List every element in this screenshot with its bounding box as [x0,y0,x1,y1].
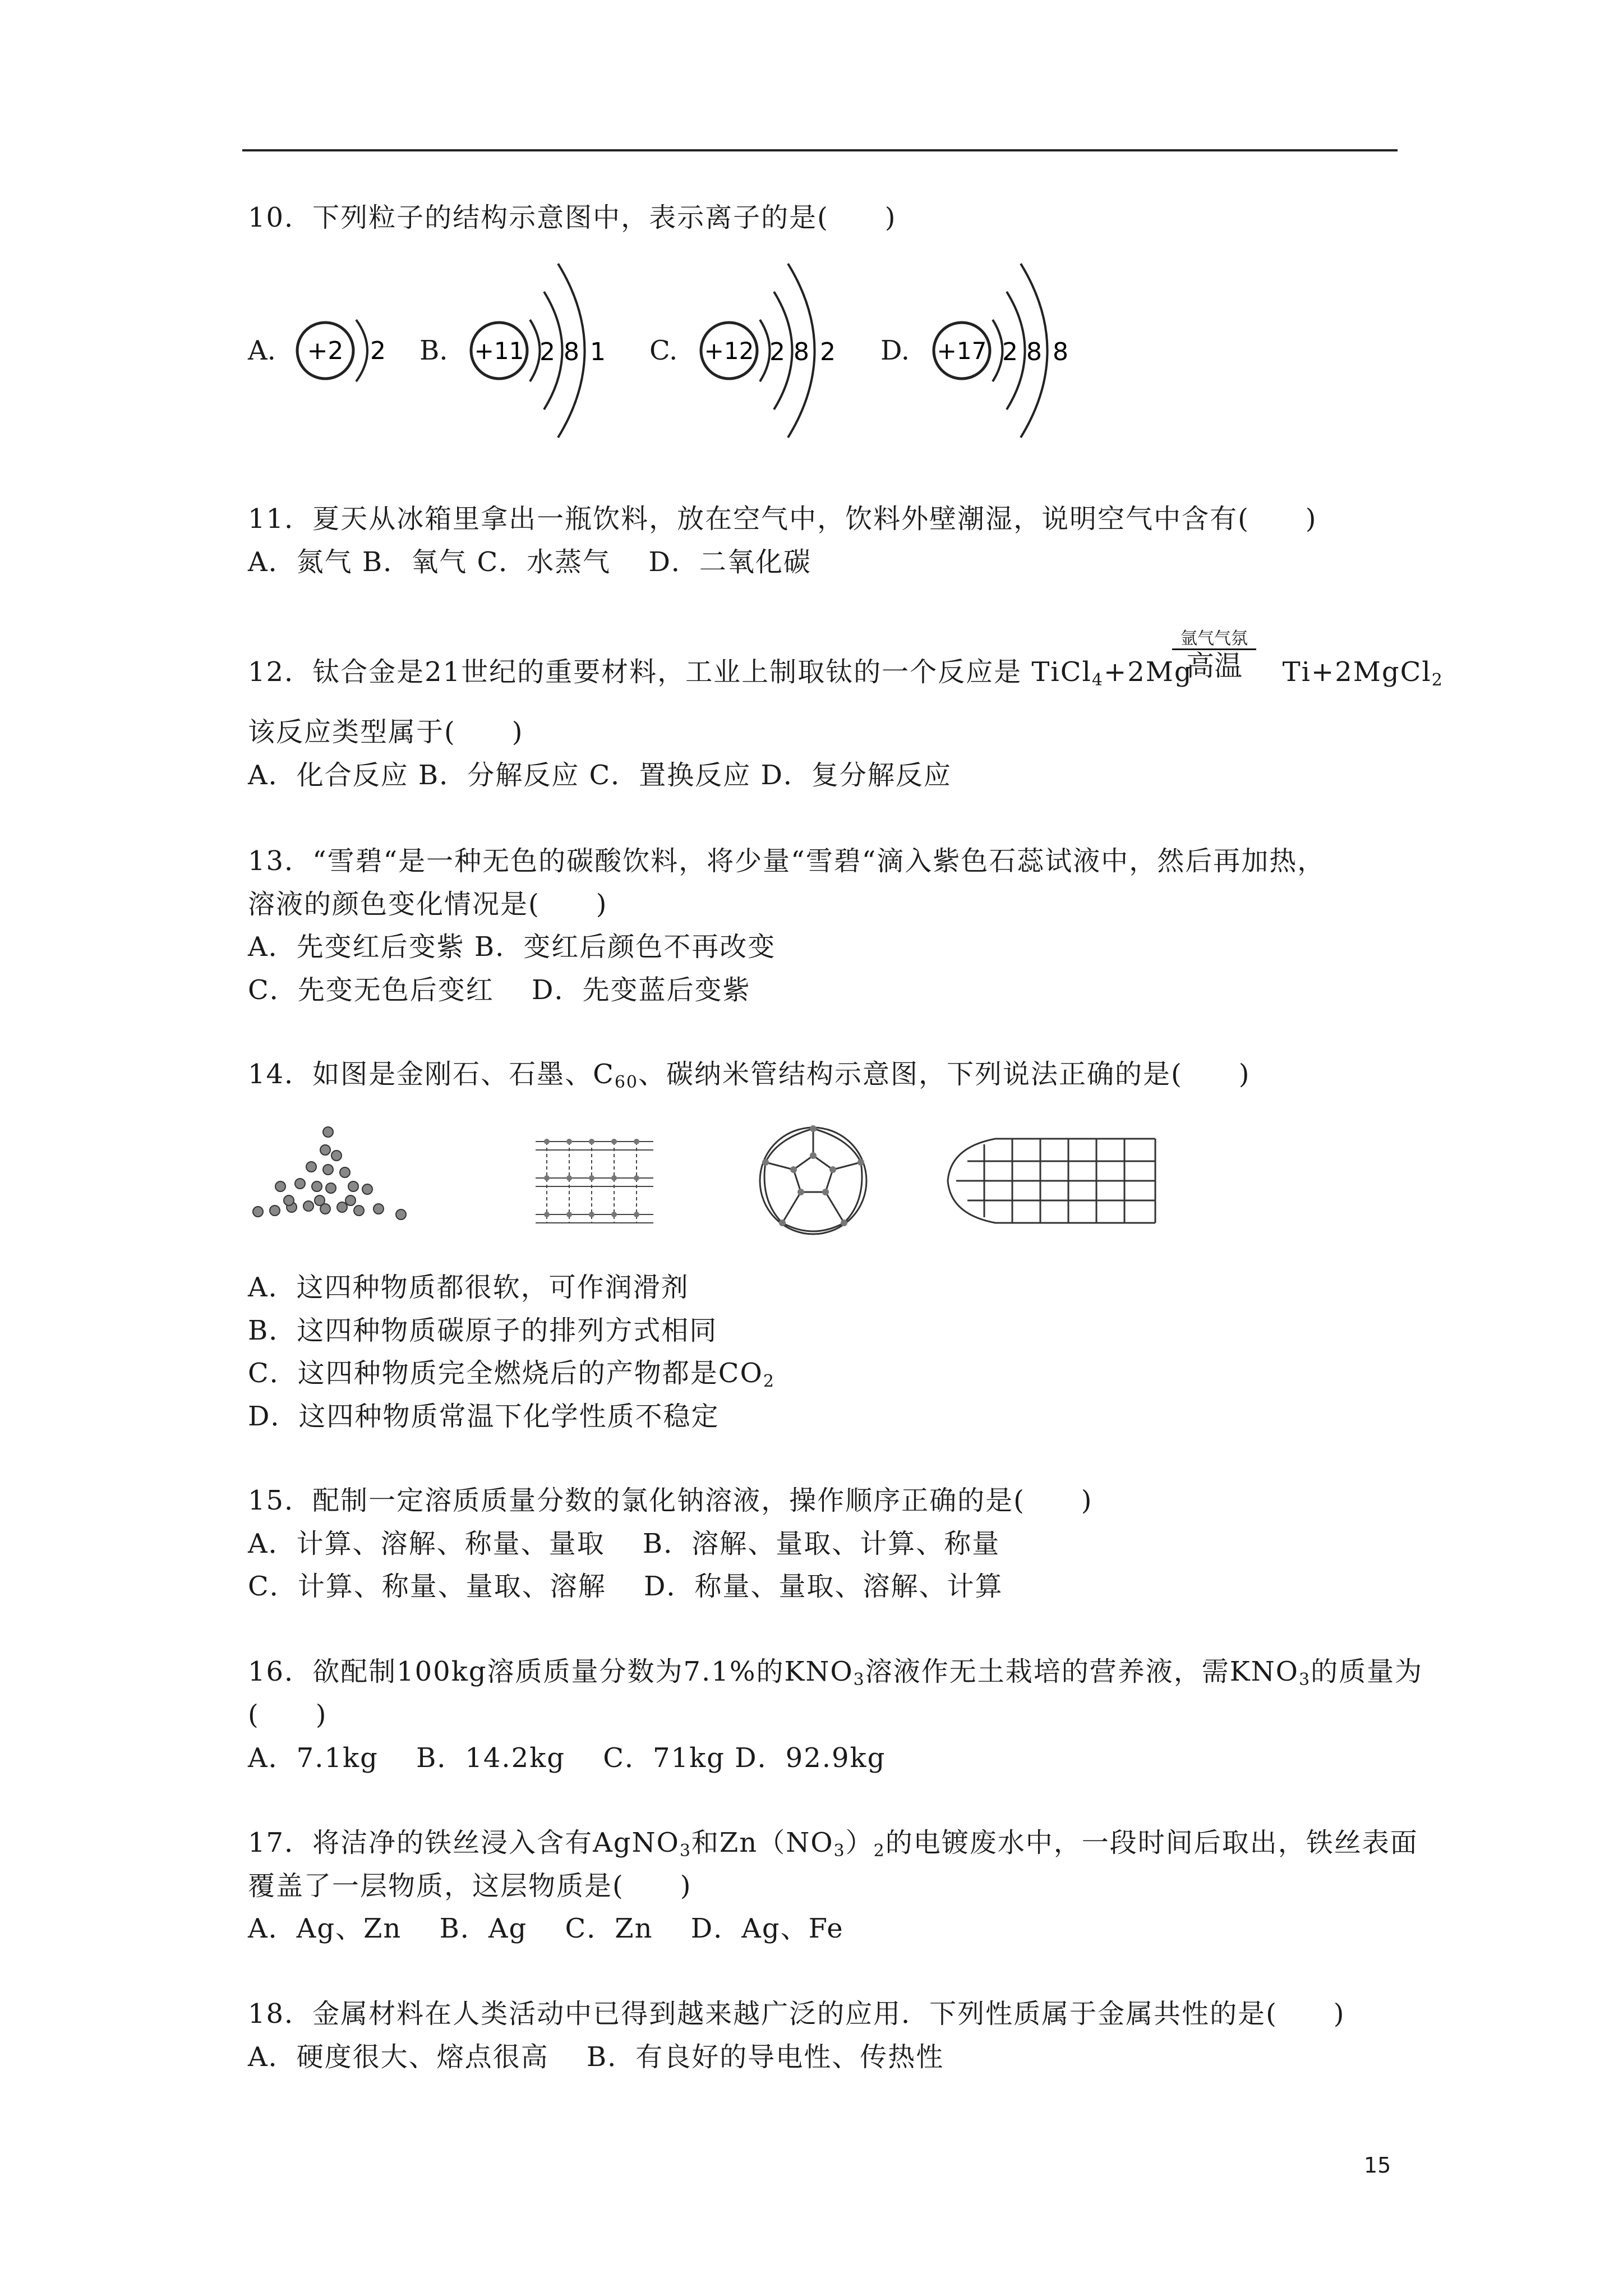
q10-option-b-label: B. [419,335,448,366]
header-rule [242,149,1398,151]
atom-diagram-a [286,303,398,415]
c60-structure-image [749,1122,878,1240]
svg-text:2: 2 [769,338,785,366]
svg-text:8: 8 [794,338,809,366]
q10-stem: 10．下列粒子的结构示意图中，表示离子的是( ) [248,202,897,233]
reaction-condition-top: 氩气气氛 [1181,629,1248,648]
q14-option-d: D．这四种物质常温下化学性质不稳定 [248,1401,720,1432]
svg-text:2: 2 [1002,338,1018,366]
atom-diagram-d [923,252,1091,443]
reaction-condition [1172,629,1256,682]
q18-stem: 18．金属材料在人类活动中已得到越来越广泛的应用．下列性质属于金属共性的是( ) [248,1998,1345,2030]
q14-option-b: B．这四种物质碳原子的排列方式相同 [248,1315,718,1346]
svg-text:+12: +12 [704,337,754,365]
q12-line2: 该反应类型属于( ) [248,716,524,748]
shell-a-1: 2 [370,337,386,365]
q13-stem-1: 13．“雪碧“是一种无色的碳酸饮料，将少量“雪碧“滴入紫色石蕊试液中，然后再加热， [248,845,1326,877]
svg-text:8: 8 [564,338,579,366]
q18-options: A．硬度很大、熔点很高 B．有良好的导电性、传热性 [248,2041,944,2073]
q16-stem: 16．欲配制100kg溶质质量分数为7.1%的$KNO_3$溶液作无土栽培的营养液，需$KNO_3$的质量为 [248,1656,1423,1690]
nanotube-structure-image [945,1130,1158,1231]
svg-text:+17: +17 [937,337,987,365]
q15-stem: 15．配制一定溶质质量分数的氯化钠溶液，操作顺序正确的是( ) [248,1485,1093,1516]
nucleus-a: +2 [307,337,344,365]
q13-options-2: C．先变无色后变红 D．先变蓝后变紫 [248,974,751,1006]
svg-text:1: 1 [590,338,606,366]
q13-stem-2: 溶液的颜色变化情况是( ) [248,889,608,920]
diamond-structure-image [247,1122,415,1234]
svg-text:+11: +11 [474,337,524,365]
svg-text:8: 8 [1026,338,1042,366]
q12-stem: 12．钛合金是21世纪的重要材料，工业上制取钛的一个反应是 TiCl$_4$+2Mg Ti+2MgCl$_2$ [248,656,1444,690]
svg-text:8: 8 [1053,338,1068,366]
q10-option-a-label: A. [248,335,276,366]
atom-diagram-b [460,252,628,443]
q11-options: A．氮气 B．氧气 C．水蒸气 D．二氧化碳 [248,546,811,578]
q10-option-d-label: D. [880,335,910,366]
q17-stem: 17．将洁净的铁丝浸入含有AgNO$_3$和$Zn(NO_3)_2$的电镀废水中，一段时间后取出，铁丝表面 [248,1827,1418,1861]
q12-options: A．化合反应 B．分解反应 C．置换反应 D．复分解反应 [248,760,952,791]
atom-diagram-c [690,252,858,443]
graphite-structure-image [530,1130,659,1237]
q10-option-c-label: C. [649,335,678,366]
q17-options: A．Ag、Zn B．Ag C．Zn D．Ag、Fe [248,1913,844,1944]
q14-option-c: C．这四种物质完全燃烧后的产物都是$CO_2$ [248,1358,775,1391]
svg-text:2: 2 [820,338,836,366]
reaction-condition-bottom: 高温 [1186,650,1242,682]
q15-options-2: C．计算、称量、量取、溶解 D．称量、量取、溶解、计算 [248,1571,1003,1602]
q14-stem: 14．如图是金刚石、石墨、$C_{60}$、碳纳米管结构示意图，下列说法正确的是( ) [248,1059,1251,1092]
q11-stem: 11．夏天从冰箱里拿出一瓶饮料，放在空气中，饮料外壁潮湿，说明空气中含有( ) [248,503,1317,535]
page-number: 15 [1364,2153,1391,2178]
svg-text:2: 2 [540,338,555,366]
q14-option-a: A．这四种物质都很软，可作润滑剂 [248,1272,689,1303]
q17-line2: 覆盖了一层物质，这层物质是( ) [248,1870,692,1902]
q13-options-1: A．先变红后变紫 B．变红后颜色不再改变 [248,931,776,963]
q16-line2: ( ) [248,1699,328,1731]
q15-options-1: A．计算、溶解、称量、量取 B．溶解、量取、计算、称量 [248,1528,1000,1559]
q16-options: A．7.1kg B．14.2kg C．71kg D．92.9kg [248,1742,886,1774]
